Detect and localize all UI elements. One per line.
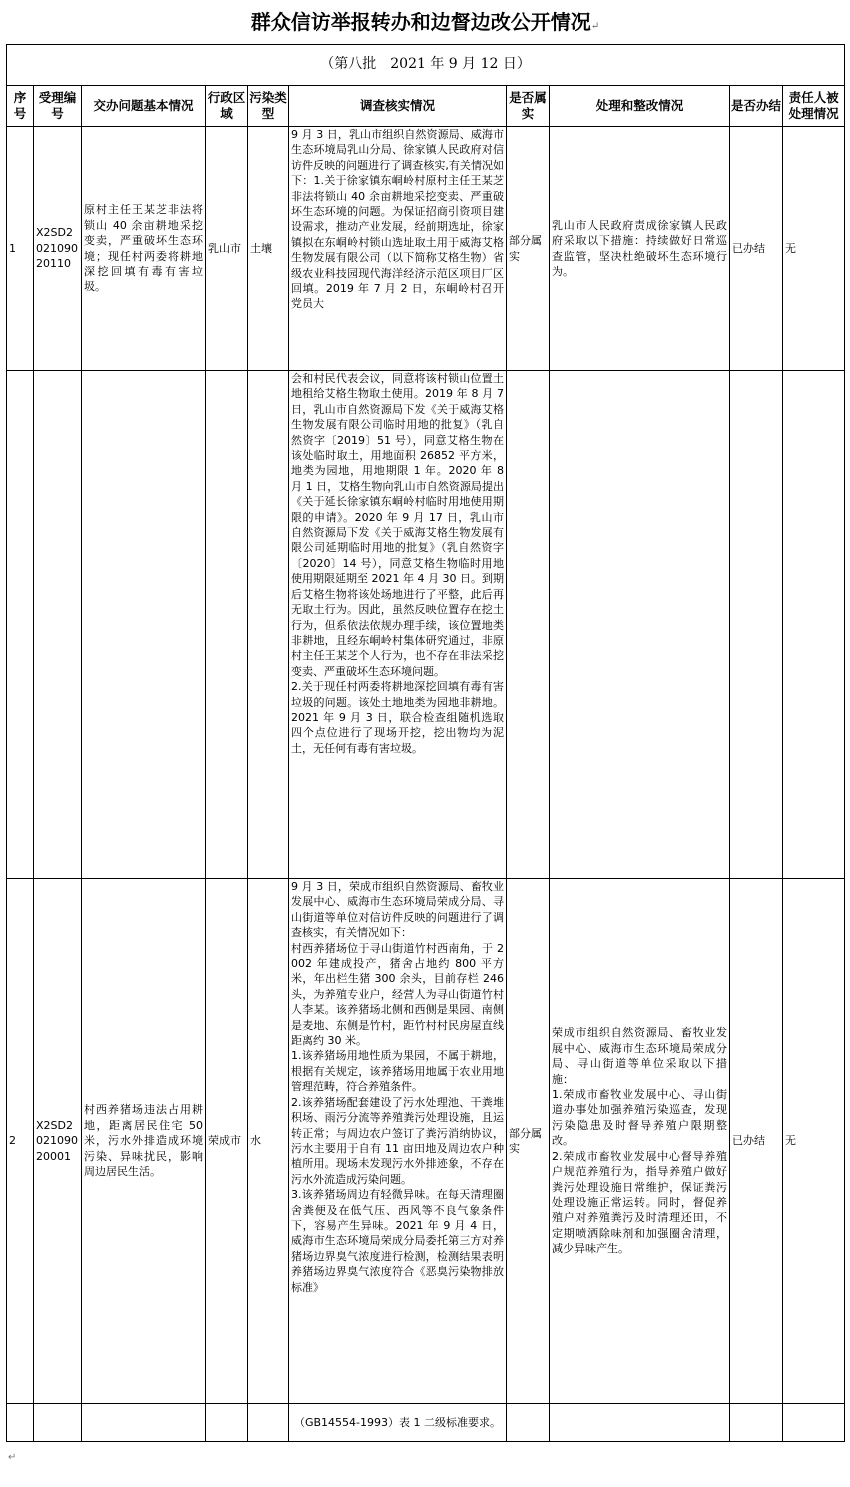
row2-investigation-p4: 2.该养猪场配套建设了污水处理池、干粪堆积场、雨污分流等养殖粪污处理设施，且运转正常；与周边农户签订了粪污消纳协议，污水主要用于自有 11 亩田地及周边农户种植所用。现场未发现污水外排迹象，不存在污水外流造成污染问题。 — [291, 1095, 504, 1186]
header-issue: 交办问题基本情况 — [82, 86, 206, 127]
row2-punish: 无 — [783, 879, 845, 1404]
header-handling: 处理和整改情况 — [550, 86, 730, 127]
row2-investigation-p1: 9 月 3 日，荣成市组织自然资源局、畜牧业发展中心、威海市生态环境局荣成分局、寻山街道等单位对信访件反映的问题进行了调查核实，有关情况如下： — [291, 880, 504, 940]
table-row-continued — [7, 371, 845, 879]
row1-handling: 乳山市人民政府责成徐家镇人民政府采取以下措施：持续做好日常巡查监管，坚决杜绝破坏生态环境行为。 — [550, 127, 730, 371]
header-row — [7, 86, 845, 127]
row2-issue: 村西养猪场违法占用耕地，距离居民住宅 50 米，污水外排造成环境污染、异味扰民，影响周边居民生活。 — [82, 879, 206, 1404]
complaint-table-continued — [6, 370, 845, 1442]
row2-handling — [550, 879, 730, 1404]
batch-subtitle: （第八批 2021 年 9 月 12 日） — [7, 45, 845, 86]
row1-truth: 部分属实 — [507, 127, 550, 371]
row1-id: X2SD202109020110 — [34, 127, 82, 371]
row2-investigation-p2: 村西养猪场位于寻山街道竹村西南角，于 2002 年建成投产，猪舍占地约 800 平方米，年出栏生猪 300 余头，目前存栏 246 头，为养殖专业户，经营人为寻山街道竹村人李某。该养猪场北侧和西侧是果园、南侧是麦地、东侧是竹村，距竹村村民房屋直线距离约 30 米。 — [291, 941, 504, 1048]
header-type: 污染类型 — [248, 86, 289, 127]
row2-type: 水 — [248, 879, 289, 1404]
end-paragraph-mark: ↵ — [8, 1452, 17, 1463]
row1-investigation-continued — [289, 371, 507, 879]
table-row — [7, 127, 845, 371]
row1-punish: 无 — [783, 127, 845, 371]
row2-investigation-p3: 1.该养猪场用地性质为果园，不属于耕地，根据有关规定，该养猪场用地属于农业用地管理范畴，符合养殖条件。 — [291, 1049, 504, 1094]
header-region: 行政区域 — [206, 86, 248, 127]
row2-truth: 部分属实 — [507, 879, 550, 1404]
row1-type: 土壤 — [248, 127, 289, 371]
header-done: 是否办结 — [730, 86, 783, 127]
header-id: 受理编号 — [34, 86, 82, 127]
row2-no: 2 — [7, 879, 34, 1404]
table-row-tail — [7, 1404, 845, 1442]
row2-handling-p1: 荣成市组织自然资源局、畜牧业发展中心、威海市生态环境局荣成分局、寻山街道等单位采取以下措施： — [552, 1026, 727, 1086]
row2-id: X2SD202109020001 — [34, 879, 82, 1404]
row2-region: 荣成市 — [206, 879, 248, 1404]
row2-investigation-tail: （GB14554-1993）表 1 二级标准要求。 — [289, 1404, 507, 1442]
row1-region: 乳山市 — [206, 127, 248, 371]
batch-row — [7, 45, 845, 86]
row1-issue: 原村主任王某芝非法将锁山 40 余亩耕地采挖变卖，严重破坏生态环境；现任村两委将耕地深挖回填有毒有害垃圾。 — [82, 127, 206, 371]
page-title: 群众信访举报转办和边督边改公开情况↵ — [250, 10, 600, 34]
row2-investigation-p5: 3.该养猪场周边有轻微异味。在每天清理圈舍粪便及在低气压、西风等不良气象条件下，容易产生异味。2021 年 9 月 4 日，威海市生态环境局荣成分局委托第三方对养猪场边界臭气浓度进行检测，检测结果表明养猪场边界臭气浓度符合《恶臭污染物排放标准》 — [291, 1188, 504, 1294]
row1-investigation-part3: 2.关于现任村两委将耕地深挖回填有毒有害垃圾的问题。该处土地地类为园地非耕地。2021 年 9 月 3 日，联合检查组随机选取四个点位进行了现场开挖，挖出物均为泥土，无任何有毒有害垃圾。 — [291, 680, 504, 755]
row2-handling-p3: 2.荣成市畜牧业发展中心督导养殖户规范养殖行为，指导养殖户做好粪污处理设施日常维护，保证粪污处理设施正常运转。同时，督促养殖户对养殖粪污及时清理还田，不定期喷洒除味剂和加强圈舍清理，减少异味产生。 — [552, 1149, 727, 1256]
table-row — [7, 879, 845, 1404]
paragraph-mark: ↵ — [590, 21, 600, 32]
header-truth: 是否属实 — [507, 86, 550, 127]
row2-handling-p2: 1.荣成市畜牧业发展中心、寻山街道办事处加强养殖污染巡查，发现污染隐患及时督导养殖户限期整改。 — [552, 1088, 727, 1148]
row2-investigation — [289, 879, 507, 1404]
row1-investigation-part2: 会和村民代表会议，同意将该村锁山位置土地租给艾格生物取土使用。2019 年 8 月 7 日，乳山市自然资源局下发《关于威海艾格生物发展有限公司临时用地的批复》（乳自然资字〔2019〕51 号），同意艾格生物在该处临时取土，用地面积 26852 平方米，地类为园地，用地期限 1 年。2020 年 8 月 1 日，艾格生物向乳山市自然资源局提出《关于延长徐家镇东峒岭村临时用地使用期限的申请》。2020 年 9 月 17 日，乳山市自然资源局下发《关于威海艾格生物发展有限公司延期临时用地的批复》（乳自然资字〔2020〕14 号），同意艾格生物临时用地使用期限延期至 2021 年 4 月 30 日。到期后艾格生物将该处场地进行了平整，此后再无取土行为。因此，虽然反映位置存在挖土行为，但系依法依规办理手续，该位置地类非耕地，且经东峒岭村集体研究通过，非原村主任王某芝个人行为，也不存在非法采挖变卖、严重破坏生态环境问题。 — [291, 372, 504, 678]
complaint-table — [6, 44, 845, 371]
header-investigation: 调查核实情况 — [289, 86, 507, 127]
row2-done: 已办结 — [730, 879, 783, 1404]
row1-no: 1 — [7, 127, 34, 371]
row1-done: 已办结 — [730, 127, 783, 371]
header-no: 序号 — [7, 86, 34, 127]
row1-investigation-part1: 9 月 3 日，乳山市组织自然资源局、威海市生态环境局乳山分局、徐家镇人民政府对信访件反映的问题进行了调查核实,有关情况如下：1.关于徐家镇东峒岭村原村主任王某芝非法将锁山 40 余亩耕地采挖变卖、严重破坏生态环境的问题。为保证招商引资项目建设需求，推动产业发展，经前期选址，徐家镇拟在东峒岭村锁山选址取土用于威海艾格生物发展有限公司（以下简称艾格生物）省级农业科技园现代海洋经济示范区项目厂区回填。2019 年 7 月 2 日，东峒岭村召开党员大 — [289, 127, 507, 371]
header-punish: 责任人被处理情况 — [783, 86, 845, 127]
